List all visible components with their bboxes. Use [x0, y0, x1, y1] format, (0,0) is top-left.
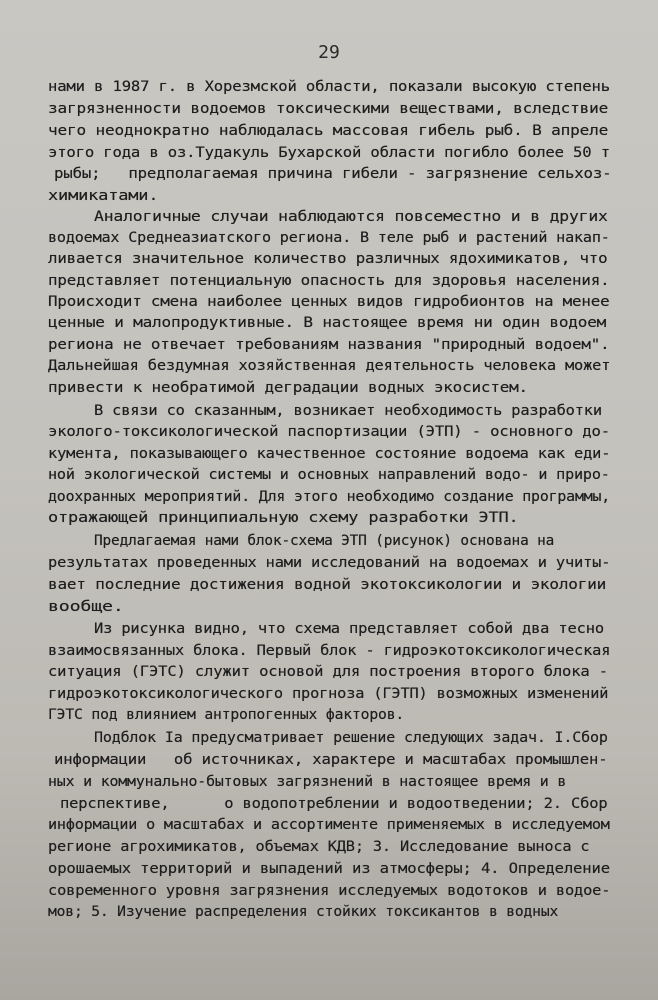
- text-line: Происходит смена наиболее ценных видов гидробионтов на менее: [48, 294, 610, 310]
- text-line: ГЭТС под влиянием антропогенных факторов.: [48, 707, 405, 723]
- text-line: привести к необратимой деградации водных экосистем.: [48, 380, 528, 396]
- text-line: представляет потенциальную опасность для здоровья населения.: [48, 273, 610, 289]
- text-line: чего неоднократно наблюдалась массовая гибель рыб. В апреле: [48, 123, 609, 139]
- text-line: загрязненности водоемов токсическими веществами, вследствие: [48, 101, 609, 117]
- text-line: вает последние достижения водной экотоксикологии и экологии: [48, 577, 607, 593]
- text-line: Дальнейшая бездумная хозяйственная деятельность человека может: [48, 358, 611, 374]
- text-line: водоемах Среднеазиатского региона. В теле рыб и растений накап-: [48, 230, 610, 246]
- text-line: химикатами.: [48, 188, 159, 204]
- text-line: ных и коммунально-бытовых загрязнений в настоящее время и в: [48, 774, 567, 790]
- text-line: В связи со сказанным, возникает необходимость разработки: [94, 403, 602, 419]
- text-line: эколого-токсикологической паспортизации (ЭТП) - основного до-: [48, 424, 610, 440]
- text-line: Подблок Ia предусматривает решение следующих задач. I.Сбор: [94, 730, 608, 746]
- text-line: ценные и малопродуктивные. В настоящее время ни один водоем: [48, 315, 607, 331]
- text-line: Предлагаемая нами блок-схема ЭТП (рисунок) основана на: [94, 533, 555, 549]
- text-line: этого года в оз.Тудакуль Бухарской области погибло более 50 т: [48, 145, 610, 161]
- text-line: орошаемых территорий и выпадений из атмосферы; 4. Определение: [48, 861, 610, 877]
- text-line: вообще.: [48, 599, 124, 615]
- text-line: ливается значительное количество различных ядохимикатов, что: [48, 251, 608, 267]
- text-line: гидроэкотоксикологического прогноза (ГЭТП) возможных изменений: [48, 686, 609, 702]
- text-line: ситуация (ГЭТС) служит основой для построения второго блока -: [48, 664, 608, 680]
- text-line: современного уровня загрязнения исследуемых водотоков и водое-: [48, 883, 611, 899]
- text-line: перспективе, о водопотреблении и водоотведении; 2. Сбор: [60, 796, 608, 812]
- text-line: ной экологической системы и основных направлений водо- и приро-: [48, 467, 610, 483]
- text-line: нами в 1987 г. в Хорезмской области, показали высокую степень: [48, 79, 610, 95]
- text-line: региона не отвечает требованиям названия "природный водоем".: [48, 337, 610, 353]
- text-line: рыбы; предполагаемая причина гибели - загрязнение сельхоз-: [54, 166, 612, 182]
- text-line: доохранных мероприятий. Для этого необходимо создание программы,: [48, 489, 611, 505]
- text-line: кумента, показывающего качественное состояние водоема как еди-: [48, 446, 611, 462]
- text-line: Аналогичные случаи наблюдаются повсеместно и в других: [94, 209, 608, 225]
- text-line: Из рисунка видно, что схема представляет собой два тесно: [94, 621, 604, 637]
- text-line: взаимосвязанных блока. Первый блок - гидроэкотоксикологическая: [48, 643, 611, 659]
- text-line: информации об источниках, характере и масштабах промышлен-: [54, 752, 608, 768]
- text-line: отражающей принципиальную схему разработки ЭТП.: [48, 510, 519, 526]
- page-number: 29: [318, 42, 340, 63]
- text-line: результатах проведенных нами исследований на водоемах и учиты-: [48, 555, 611, 571]
- text-line: регионе агрохимикатов, объемах КДВ; 3. Исследование выноса с: [48, 839, 590, 855]
- text-line: информации о масштабах и ассортименте применяемых в исследуемом: [48, 817, 610, 833]
- text-line: мов; 5. Изучение распределения стойких токсикантов в водных: [48, 904, 559, 920]
